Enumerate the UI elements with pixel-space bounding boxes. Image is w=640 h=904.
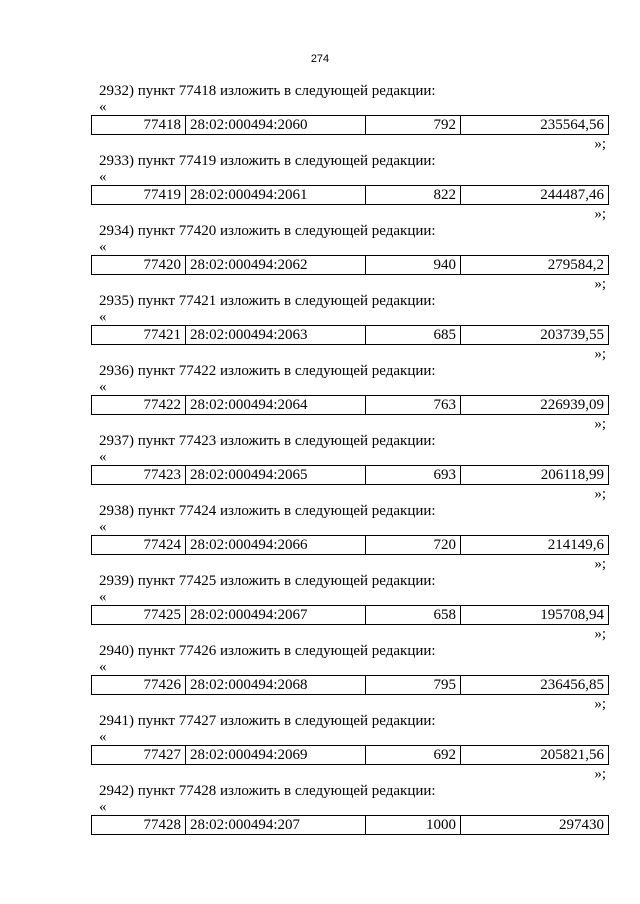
amendment-heading: 2942) пункт 77428 изложить в следующей редакции: — [99, 783, 436, 799]
page-number: 274 — [310, 53, 330, 65]
amendment-entry — [0, 780, 640, 850]
area-cell: 940 — [366, 256, 461, 275]
cadastral-number-cell: 28:02:000494:207 — [186, 816, 366, 835]
amendment-row-table — [91, 745, 609, 765]
area-cell: 692 — [366, 746, 461, 765]
area-cell: 763 — [366, 396, 461, 415]
value-cell: 279584,2 — [461, 256, 609, 275]
table-row — [92, 396, 609, 415]
table-row — [92, 746, 609, 765]
item-number-cell: 77418 — [92, 116, 186, 135]
table-row — [92, 536, 609, 555]
opening-quote: « — [99, 729, 107, 745]
cadastral-number-cell: 28:02:000494:2064 — [186, 396, 366, 415]
amendment-row-table — [91, 255, 609, 275]
item-number-cell: 77420 — [92, 256, 186, 275]
table-row — [92, 466, 609, 485]
cadastral-number-cell: 28:02:000494:2067 — [186, 606, 366, 625]
area-cell: 658 — [366, 606, 461, 625]
amendment-heading: 2933) пункт 77419 изложить в следующей редакции: — [99, 153, 436, 169]
area-cell: 720 — [366, 536, 461, 555]
item-number-cell: 77421 — [92, 326, 186, 345]
amendment-row-table — [91, 815, 609, 835]
amendment-row-table — [91, 185, 609, 205]
closing-quote: »; — [594, 766, 606, 782]
table-row — [92, 326, 609, 345]
table-row — [92, 606, 609, 625]
value-cell: 235564,56 — [461, 116, 609, 135]
cadastral-number-cell: 28:02:000494:2063 — [186, 326, 366, 345]
opening-quote: « — [99, 99, 107, 115]
opening-quote: « — [99, 379, 107, 395]
amendment-row-table — [91, 115, 609, 135]
opening-quote: « — [99, 589, 107, 605]
table-row — [92, 116, 609, 135]
closing-quote: »; — [594, 556, 606, 572]
opening-quote: « — [99, 519, 107, 535]
opening-quote: « — [99, 309, 107, 325]
value-cell: 195708,94 — [461, 606, 609, 625]
opening-quote: « — [99, 239, 107, 255]
amendment-row-table — [91, 675, 609, 695]
table-row — [92, 186, 609, 205]
closing-quote: »; — [594, 206, 606, 222]
amendment-heading: 2936) пункт 77422 изложить в следующей редакции: — [99, 363, 436, 379]
closing-quote: »; — [594, 696, 606, 712]
amendment-entry — [0, 430, 640, 500]
closing-quote: »; — [594, 136, 606, 152]
area-cell: 822 — [366, 186, 461, 205]
item-number-cell: 77424 — [92, 536, 186, 555]
cadastral-number-cell: 28:02:000494:2062 — [186, 256, 366, 275]
value-cell: 214149,6 — [461, 536, 609, 555]
amendment-entry — [0, 640, 640, 710]
amendment-entry — [0, 290, 640, 360]
value-cell: 226939,09 — [461, 396, 609, 415]
closing-quote: »; — [594, 626, 606, 642]
value-cell: 206118,99 — [461, 466, 609, 485]
amendment-heading: 2934) пункт 77420 изложить в следующей редакции: — [99, 223, 436, 239]
table-row — [92, 256, 609, 275]
opening-quote: « — [99, 799, 107, 815]
amendment-row-table — [91, 465, 609, 485]
table-row — [92, 816, 609, 835]
cadastral-number-cell: 28:02:000494:2069 — [186, 746, 366, 765]
amendment-entry — [0, 500, 640, 570]
amendment-entry — [0, 150, 640, 220]
amendment-row-table — [91, 535, 609, 555]
amendment-heading: 2941) пункт 77427 изложить в следующей редакции: — [99, 713, 436, 729]
closing-quote: »; — [594, 276, 606, 292]
cadastral-number-cell: 28:02:000494:2066 — [186, 536, 366, 555]
area-cell: 795 — [366, 676, 461, 695]
value-cell: 203739,55 — [461, 326, 609, 345]
amendment-row-table — [91, 605, 609, 625]
opening-quote: « — [99, 169, 107, 185]
amendment-entry — [0, 220, 640, 290]
amendment-heading: 2937) пункт 77423 изложить в следующей редакции: — [99, 433, 436, 449]
amendment-heading: 2935) пункт 77421 изложить в следующей редакции: — [99, 293, 436, 309]
item-number-cell: 77425 — [92, 606, 186, 625]
amendment-heading: 2932) пункт 77418 изложить в следующей редакции: — [99, 83, 436, 99]
cadastral-number-cell: 28:02:000494:2065 — [186, 466, 366, 485]
area-cell: 685 — [366, 326, 461, 345]
cadastral-number-cell: 28:02:000494:2061 — [186, 186, 366, 205]
item-number-cell: 77426 — [92, 676, 186, 695]
item-number-cell: 77423 — [92, 466, 186, 485]
amendment-list — [0, 80, 640, 850]
value-cell: 236456,85 — [461, 676, 609, 695]
area-cell: 792 — [366, 116, 461, 135]
item-number-cell: 77422 — [92, 396, 186, 415]
area-cell: 1000 — [366, 816, 461, 835]
opening-quote: « — [99, 449, 107, 465]
value-cell: 297430 — [461, 816, 609, 835]
value-cell: 205821,56 — [461, 746, 609, 765]
amendment-entry — [0, 360, 640, 430]
amendment-entry — [0, 80, 640, 150]
amendment-heading: 2940) пункт 77426 изложить в следующей редакции: — [99, 643, 436, 659]
item-number-cell: 77419 — [92, 186, 186, 205]
cadastral-number-cell: 28:02:000494:2068 — [186, 676, 366, 695]
item-number-cell: 77428 — [92, 816, 186, 835]
amendment-row-table — [91, 325, 609, 345]
area-cell: 693 — [366, 466, 461, 485]
cadastral-number-cell: 28:02:000494:2060 — [186, 116, 366, 135]
closing-quote: »; — [594, 486, 606, 502]
amendment-row-table — [91, 395, 609, 415]
closing-quote: »; — [594, 416, 606, 432]
table-row — [92, 676, 609, 695]
amendment-heading: 2938) пункт 77424 изложить в следующей редакции: — [99, 503, 436, 519]
value-cell: 244487,46 — [461, 186, 609, 205]
amendment-entry — [0, 570, 640, 640]
item-number-cell: 77427 — [92, 746, 186, 765]
opening-quote: « — [99, 659, 107, 675]
closing-quote: »; — [594, 346, 606, 362]
amendment-entry — [0, 710, 640, 780]
amendment-heading: 2939) пункт 77425 изложить в следующей редакции: — [99, 573, 436, 589]
